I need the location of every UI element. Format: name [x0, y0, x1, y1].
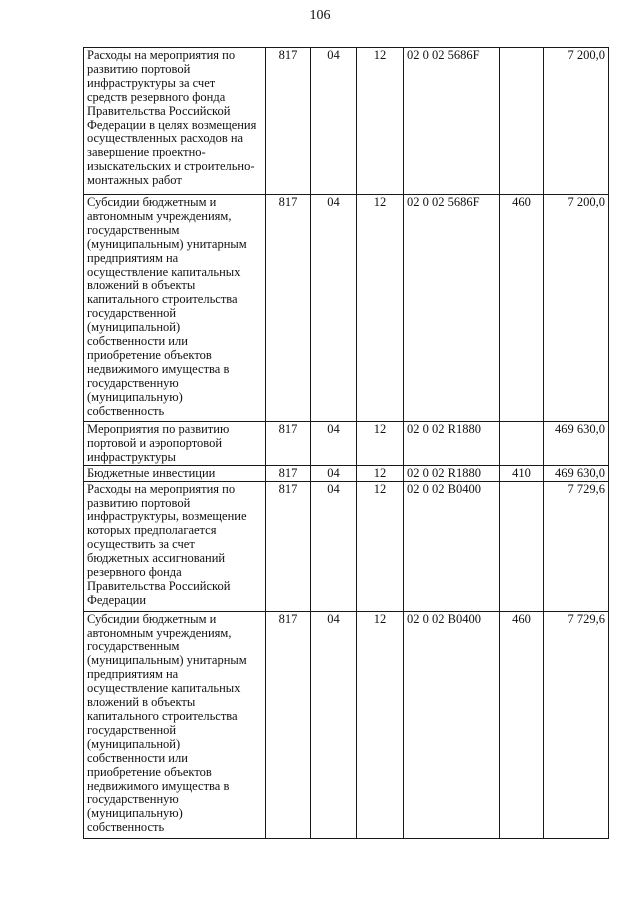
expense-name-cell: [84, 195, 266, 422]
amount-cell: 7 729,6: [544, 611, 609, 838]
expense-name-cell: [84, 481, 266, 611]
table-row: [84, 48, 609, 195]
expense-name-line: капитального строительства: [87, 708, 238, 723]
subsection-code-cell: 12: [357, 48, 404, 195]
expense-name-line: завершение проектно-: [87, 145, 206, 160]
expense-name-line: монтажных работ: [87, 173, 182, 188]
expense-name-line: инфраструктуры: [87, 449, 176, 464]
expense-name-line: приобретение объектов: [87, 347, 212, 362]
expense-name-line: (муниципальной): [87, 736, 181, 751]
expense-name-line: государственной: [87, 306, 177, 321]
expense-name-line: Правительства Российской: [87, 103, 231, 118]
section-code-cell: 04: [311, 481, 357, 611]
expense-name-line: автономным учреждениям,: [87, 208, 232, 223]
expense-name-line: Бюджетные инвестиции: [87, 465, 216, 480]
ministry-code-cell: 817: [266, 48, 311, 195]
ministry-code-cell: 817: [266, 611, 311, 838]
table-row: [84, 195, 609, 422]
table-row: [84, 465, 609, 481]
amount-cell: 7 729,6: [544, 481, 609, 611]
expense-name-line: инфраструктуры, возмещение: [87, 509, 247, 524]
expense-name-line: (муниципальную): [87, 389, 183, 404]
expense-name-line: изыскательских и строительно-: [87, 159, 255, 174]
expense-name-line: портовой и аэропортовой: [87, 435, 223, 450]
table-body: [84, 48, 609, 839]
expense-name-cell: [84, 422, 266, 466]
budget-table: [83, 47, 609, 839]
subsection-code-cell: 12: [357, 422, 404, 466]
expense-name-line: автономным учреждениям,: [87, 625, 232, 640]
ministry-code-cell: 817: [266, 422, 311, 466]
amount-cell: 469 630,0: [544, 465, 609, 481]
expense-name-line: собственности или: [87, 334, 188, 349]
expense-name-line: Расходы на мероприятия по: [87, 48, 236, 62]
ministry-code-cell: 817: [266, 481, 311, 611]
expense-name-cell: [84, 48, 266, 195]
expense-name-line: предприятиям на: [87, 667, 179, 682]
expense-name-line: (муниципальным) унитарным: [87, 653, 247, 668]
target-article-cell: 02 0 02 5686F: [404, 195, 500, 422]
expense-name-line: собственность: [87, 403, 165, 418]
subsection-code-cell: 12: [357, 195, 404, 422]
target-article-cell: 02 0 02 5686F: [404, 48, 500, 195]
page-number: 106: [309, 8, 331, 23]
expense-name-line: вложений в объекты: [87, 695, 196, 710]
expense-name-line: резервного фонда: [87, 565, 182, 580]
section-code-cell: 04: [311, 611, 357, 838]
expense-type-cell: [500, 481, 544, 611]
expense-name-line: недвижимого имущества в: [87, 778, 230, 793]
expense-name-line: государственную: [87, 375, 179, 390]
expense-name-line: осуществление капитальных: [87, 264, 241, 279]
table-row: [84, 422, 609, 466]
expense-name-line: инфраструктуры за счет: [87, 75, 216, 90]
table-row: [84, 481, 609, 611]
expense-name-line: осуществить за счет: [87, 537, 195, 552]
expense-name-line: приобретение объектов: [87, 764, 212, 779]
expense-name-line: Субсидии бюджетным и: [87, 195, 217, 209]
expense-name-line: (муниципальную): [87, 806, 183, 821]
expense-name-line: которых предполагается: [87, 523, 217, 538]
expense-type-cell: [500, 48, 544, 195]
expense-name-cell: [84, 611, 266, 838]
expense-type-cell: 460: [500, 195, 544, 422]
expense-name-line: (муниципальной): [87, 320, 181, 335]
amount-cell: 469 630,0: [544, 422, 609, 466]
expense-name-line: капитального строительства: [87, 292, 238, 307]
expense-type-cell: 460: [500, 611, 544, 838]
expense-name-line: Правительства Российской: [87, 578, 231, 593]
expense-name-line: (муниципальным) унитарным: [87, 236, 247, 251]
expense-type-cell: 410: [500, 465, 544, 481]
expense-name-line: вложений в объекты: [87, 278, 196, 293]
expense-name-line: Федерации в целях возмещения: [87, 117, 257, 132]
section-code-cell: 04: [311, 465, 357, 481]
expense-type-cell: [500, 422, 544, 466]
expense-name-line: Мероприятия по развитию: [87, 422, 230, 436]
expense-name-line: собственность: [87, 820, 165, 835]
expense-name-cell: [84, 465, 266, 481]
amount-cell: 7 200,0: [544, 48, 609, 195]
expense-name-line: развитию портовой: [87, 61, 191, 76]
subsection-code-cell: 12: [357, 481, 404, 611]
expense-name-line: предприятиям на: [87, 250, 179, 265]
section-code-cell: 04: [311, 48, 357, 195]
section-code-cell: 04: [311, 195, 357, 422]
expense-name-line: государственную: [87, 792, 179, 807]
subsection-code-cell: 12: [357, 611, 404, 838]
amount-cell: 7 200,0: [544, 195, 609, 422]
subsection-code-cell: 12: [357, 465, 404, 481]
expense-name-line: средств резервного фонда: [87, 89, 226, 104]
target-article-cell: 02 0 02 R1880: [404, 422, 500, 466]
expense-name-line: недвижимого имущества в: [87, 361, 230, 376]
expense-name-line: Субсидии бюджетным и: [87, 611, 217, 626]
expense-name-line: бюджетных ассигнований: [87, 551, 226, 566]
section-code-cell: 04: [311, 422, 357, 466]
expense-name-line: государственным: [87, 222, 180, 237]
expense-name-line: Расходы на мероприятия по: [87, 481, 236, 496]
target-article-cell: 02 0 02 B0400: [404, 481, 500, 611]
expense-name-line: собственности или: [87, 750, 188, 765]
expense-name-line: государственной: [87, 722, 177, 737]
expense-name-line: осуществленных расходов на: [87, 131, 244, 146]
expense-name-line: развитию портовой: [87, 495, 191, 510]
target-article-cell: 02 0 02 B0400: [404, 611, 500, 838]
expense-name-line: Федерации: [87, 592, 147, 607]
expense-name-line: осуществление капитальных: [87, 681, 241, 696]
ministry-code-cell: 817: [266, 195, 311, 422]
ministry-code-cell: 817: [266, 465, 311, 481]
target-article-cell: 02 0 02 R1880: [404, 465, 500, 481]
expense-name-line: государственным: [87, 639, 180, 654]
table-row: [84, 611, 609, 838]
